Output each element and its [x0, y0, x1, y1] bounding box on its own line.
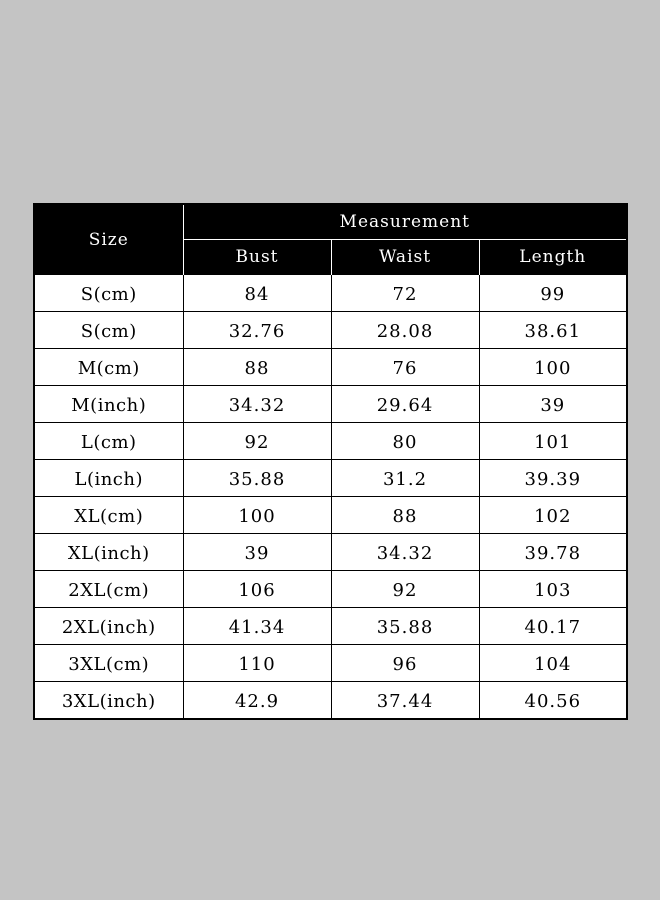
length-cell: 39.39: [479, 460, 627, 497]
bust-cell: 42.9: [183, 682, 331, 720]
table-row: [34, 275, 627, 312]
bust-column-header: Bust: [183, 240, 331, 275]
measurement-header: Measurement: [183, 204, 627, 240]
size-cell: S(cm): [34, 312, 183, 349]
bust-cell: 39: [183, 534, 331, 571]
length-column-header: Length: [479, 240, 627, 275]
waist-cell: 31.2: [331, 460, 479, 497]
size-cell: S(cm): [34, 275, 183, 312]
waist-cell: 76: [331, 349, 479, 386]
length-cell: 99: [479, 275, 627, 312]
table-row: [34, 608, 627, 645]
bust-cell: 35.88: [183, 460, 331, 497]
table-row: [34, 497, 627, 534]
size-cell: L(cm): [34, 423, 183, 460]
length-cell: 38.61: [479, 312, 627, 349]
bust-cell: 34.32: [183, 386, 331, 423]
table-header: [34, 204, 627, 275]
size-cell: 2XL(inch): [34, 608, 183, 645]
waist-cell: 72: [331, 275, 479, 312]
waist-cell: 29.64: [331, 386, 479, 423]
waist-cell: 92: [331, 571, 479, 608]
length-cell: 39: [479, 386, 627, 423]
bust-cell: 92: [183, 423, 331, 460]
table-row: [34, 312, 627, 349]
waist-cell: 34.32: [331, 534, 479, 571]
bust-cell: 106: [183, 571, 331, 608]
table-row: [34, 349, 627, 386]
size-cell: 2XL(cm): [34, 571, 183, 608]
table-row: [34, 682, 627, 720]
length-cell: 40.17: [479, 608, 627, 645]
waist-cell: 28.08: [331, 312, 479, 349]
bust-cell: 100: [183, 497, 331, 534]
table-row: [34, 386, 627, 423]
size-cell: M(cm): [34, 349, 183, 386]
length-cell: 39.78: [479, 534, 627, 571]
size-column-header: Size: [34, 204, 183, 275]
waist-cell: 88: [331, 497, 479, 534]
waist-cell: 37.44: [331, 682, 479, 720]
waist-cell: 80: [331, 423, 479, 460]
bust-cell: 84: [183, 275, 331, 312]
size-cell: 3XL(inch): [34, 682, 183, 720]
waist-column-header: Waist: [331, 240, 479, 275]
table-row: [34, 534, 627, 571]
size-cell: L(inch): [34, 460, 183, 497]
size-cell: XL(inch): [34, 534, 183, 571]
bust-cell: 32.76: [183, 312, 331, 349]
bust-cell: 110: [183, 645, 331, 682]
size-cell: M(inch): [34, 386, 183, 423]
table-row: [34, 571, 627, 608]
length-cell: 40.56: [479, 682, 627, 720]
length-cell: 101: [479, 423, 627, 460]
table-body: [34, 275, 627, 720]
size-cell: XL(cm): [34, 497, 183, 534]
length-cell: 104: [479, 645, 627, 682]
bust-cell: 41.34: [183, 608, 331, 645]
length-cell: 100: [479, 349, 627, 386]
table-row: [34, 423, 627, 460]
table-row: [34, 460, 627, 497]
waist-cell: 96: [331, 645, 479, 682]
waist-cell: 35.88: [331, 608, 479, 645]
bust-cell: 88: [183, 349, 331, 386]
length-cell: 102: [479, 497, 627, 534]
length-cell: 103: [479, 571, 627, 608]
size-cell: 3XL(cm): [34, 645, 183, 682]
size-chart-table: [33, 203, 628, 720]
table-row: [34, 645, 627, 682]
